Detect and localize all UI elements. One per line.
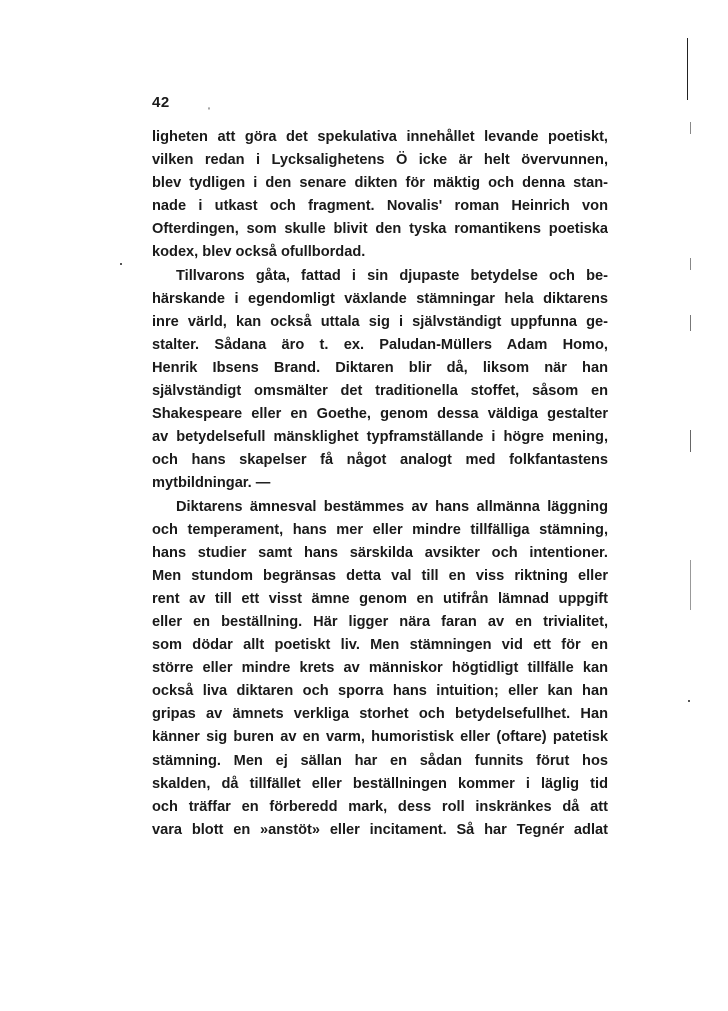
text-line: gripas av ämnets verkliga storhet och betydelsefullhet. Han — [152, 706, 608, 723]
text-line: också liva diktaren och sporra hans intuition; eller kan han — [152, 683, 608, 700]
text-line: känner sig buren av en varm, humoristisk eller (oftare) patetisk — [152, 729, 608, 746]
text-line: Diktarens ämnesval bestämmes av hans allmänna läggning — [176, 498, 608, 515]
scan-edge-line — [690, 122, 691, 134]
text-line: självständigt omsmälter det traditionella stoffet, såsom en — [152, 383, 608, 400]
text-line: stalter. Sådana äro t. ex. Paludan-Müllers Adam Homo, — [152, 336, 608, 353]
text-line: härskande i egendomligt växlande stämningar hela diktarens — [152, 290, 608, 307]
text-line: rent av till ett visst ämne genom en utifrån lämnad uppgift — [152, 590, 608, 607]
text-line: och träffar en förberedd mark, dess roll inskränkes då att — [152, 798, 608, 815]
text-line: större eller mindre krets av människor högtidligt tillfälle kan — [152, 660, 608, 677]
text-line: hans studier samt hans särskilda avsikter och intentioner. — [152, 544, 608, 561]
body-text — [152, 126, 608, 842]
text-line: Shakespeare eller en Goethe, genom dessa väldiga gestalter — [152, 406, 608, 423]
scan-speck — [688, 700, 690, 702]
text-line: Men stundom begränsas detta val till en viss riktning eller — [152, 567, 608, 584]
scan-edge-line — [690, 560, 691, 610]
scan-edge-line — [687, 38, 688, 100]
page-mark: ˌ — [207, 96, 211, 110]
text-line: och temperament, hans mer eller mindre tillfälliga stämning, — [152, 521, 608, 538]
scan-speck — [120, 263, 122, 265]
text-line: kodex, blev också ofullbordad. — [152, 244, 366, 261]
page-number: 42 — [152, 94, 170, 111]
text-line: inre värld, kan också uttala sig i självständigt uppfunna ge- — [152, 313, 608, 330]
text-line: blev tydligen i den senare dikten för mäktig och denna stan- — [152, 175, 608, 192]
text-line: Ofterdingen, som skulle blivit den tyska romantikens poetiska — [152, 221, 608, 238]
text-line: vilken redan i Lycksalighetens Ö icke är helt övervunnen, — [152, 152, 608, 169]
text-line: Henrik Ibsens Brand. Diktaren blir då, liksom när han — [152, 359, 608, 376]
scan-edge-line — [690, 315, 691, 331]
text-line: mytbildningar. — — [152, 475, 271, 492]
text-line: stämning. Men ej sällan har en sådan funnits förut hos — [152, 752, 608, 769]
text-line: som dödar allt poetiskt liv. Men stämningen vid ett för en — [152, 637, 608, 654]
text-line: skalden, då tillfället eller beställningen kommer i läglig tid — [152, 775, 608, 792]
text-line: nade i utkast och fragment. Novalis' roman Heinrich von — [152, 198, 608, 215]
scan-edge-line — [690, 258, 691, 270]
text-line: ligheten att göra det spekulativa innehållet levande poetiskt, — [152, 129, 608, 145]
text-line: av betydelsefull mänsklighet typframställande i högre mening, — [152, 429, 608, 446]
text-line: vara blott en »anstöt» eller incitament. Så har Tegnér adlat — [152, 821, 608, 838]
scan-edge-line — [690, 430, 691, 452]
text-line: Tillvarons gåta, fattad i sin djupaste betydelse och be- — [176, 267, 608, 284]
text-line: och hans skapelser få något analogt med folkfantastens — [152, 452, 608, 469]
text-line: eller en beställning. Här ligger nära faran av en trivialitet, — [152, 613, 608, 630]
